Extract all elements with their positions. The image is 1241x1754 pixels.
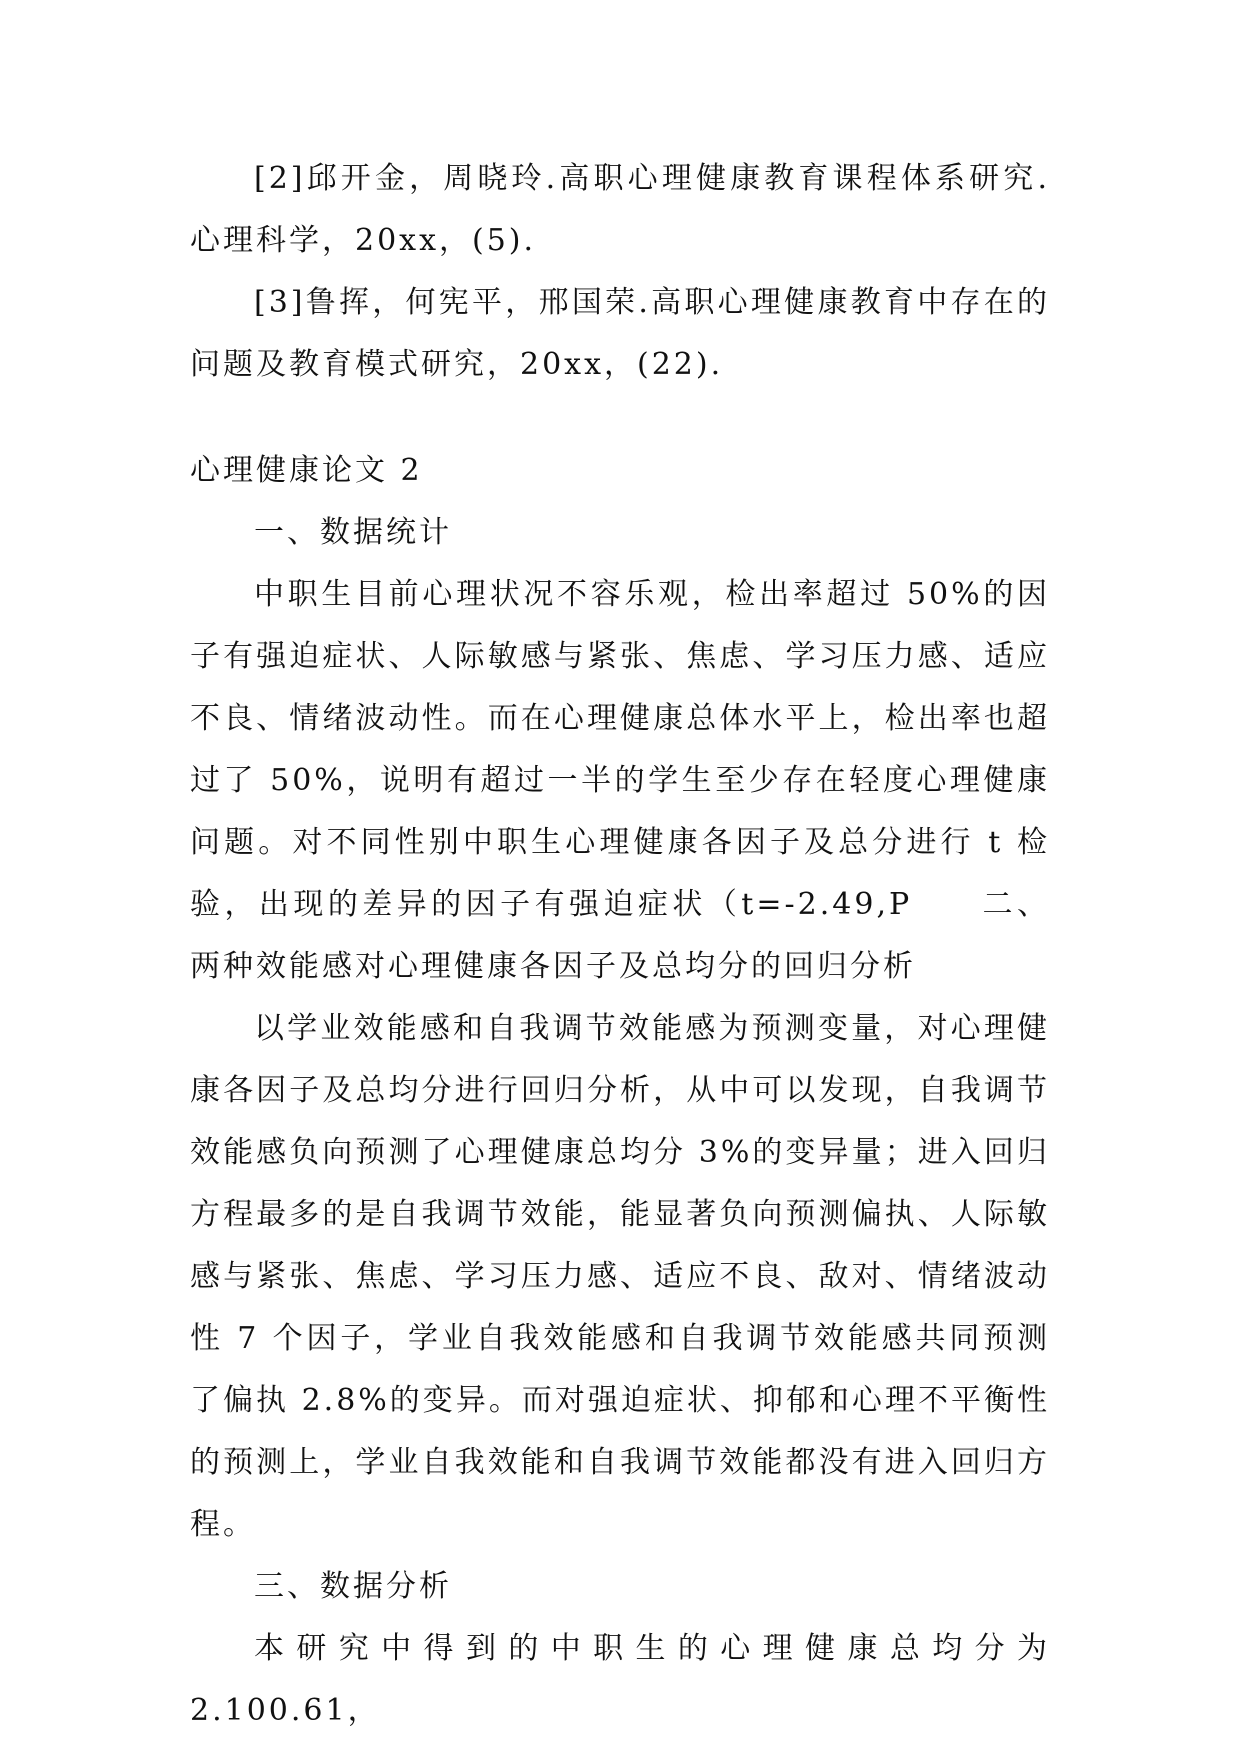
heading-data-analysis: 三、数据分析 (254, 1569, 452, 1604)
section-title: 心理健康论文 2 (190, 453, 423, 488)
reference-item: [2]邱开金，周晓玲.高职心理健康教育课程体系研究.心理科学，20xx，(5). (190, 161, 1050, 258)
heading-data-statistics: 一、数据统计 (254, 515, 452, 550)
document-body (190, 148, 1050, 1742)
body-paragraph: 中职生目前心理状况不容乐观，检出率超过 50%的因子有强迫症状、人际敏感与紧张、焦虑、学习压力感、适应不良、情绪波动性。而在心理健康总体水平上，检出率也超过了 50%，说明有超过一半的学生至少存在轻度心理健康问题。对不同性别中职生心理健康各因子及总分进行 t 检验，出现的差异的因子有强迫症状（t=-2.49,P 二、两种效能感对心理健康各因子及总均分的回归分析 (190, 577, 1050, 984)
body-paragraph: 本研究中得到的中职生的心理健康总均分为 2.100.61， (190, 1631, 1050, 1728)
body-paragraph: 以学业效能感和自我调节效能感为预测变量，对心理健康各因子及总均分进行回归分析，从中可以发现，自我调节效能感负向预测了心理健康总均分 3%的变异量；进入回归方程最多的是自我调节效能，能显著负向预测偏执、人际敏感与紧张、焦虑、学习压力感、适应不良、敌对、情绪波动性 7 个因子，学业自我效能感和自我调节效能感共同预测了偏执 2.8%的变异。而对强迫症状、抑郁和心理不平衡性的预测上，学业自我效能和自我调节效能都没有进入回归方程。 (190, 1011, 1050, 1542)
reference-item: [3]鲁挥，何宪平，邢国荣.高职心理健康教育中存在的问题及教育模式研究，20xx，(22). (190, 285, 1050, 382)
